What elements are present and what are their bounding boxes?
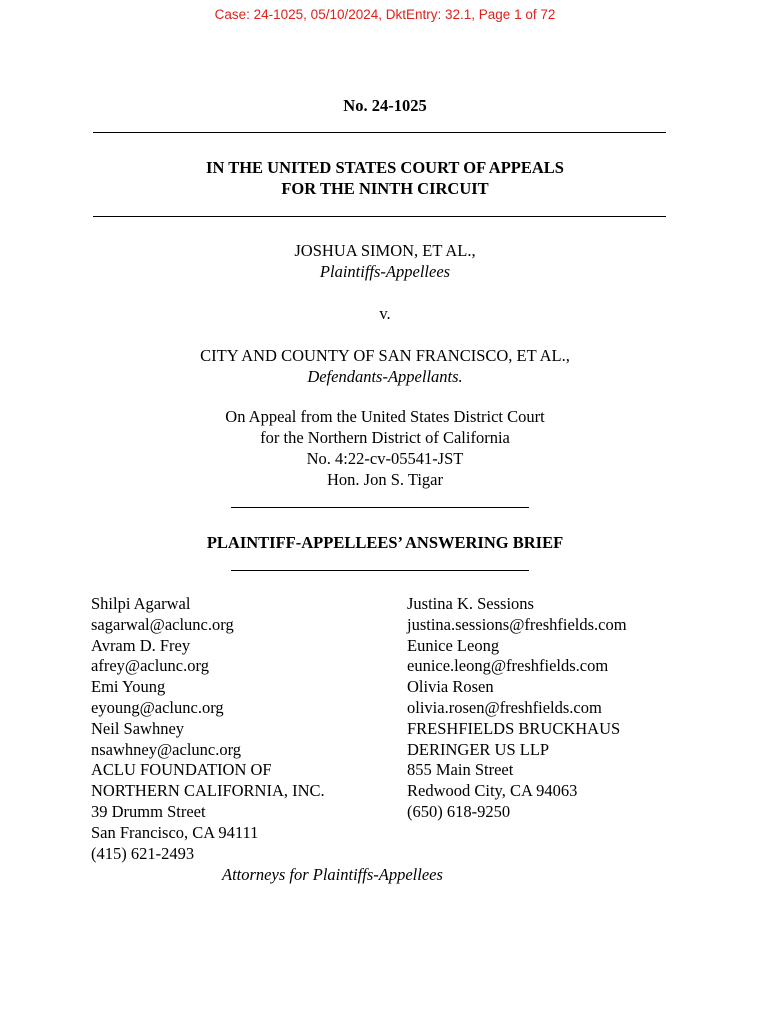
court-name-line1: IN THE UNITED STATES COURT OF APPEALS <box>206 158 564 177</box>
list-item: Eunice Leong <box>407 635 500 655</box>
plaintiffs-name: JOSHUA SIMON, ET AL., <box>294 241 476 260</box>
divider-top <box>93 132 666 133</box>
list-item: Neil Sawhney <box>91 718 185 738</box>
right-counsel-block <box>407 594 627 823</box>
list-item: afrey@aclunc.org <box>91 656 209 676</box>
divider-middle <box>93 216 666 217</box>
list-item: FRESHFIELDS BRUCKHAUS <box>407 718 621 738</box>
list-item: justina.sessions@freshfields.com <box>407 614 627 634</box>
brief-title: PLAINTIFF-APPELLEES’ ANSWERING BRIEF <box>206 533 564 552</box>
list-item: Olivia Rosen <box>407 677 494 697</box>
left-counsel-block <box>91 594 325 864</box>
list-item: sagarwal@aclunc.org <box>91 614 234 634</box>
list-item: Avram D. Frey <box>91 635 191 655</box>
defendants-name: CITY AND COUNTY OF SAN FRANCISCO, ET AL., <box>200 346 570 365</box>
list-item: Justina K. Sessions <box>407 594 534 613</box>
appeal-line-2: for the Northern District of California <box>260 428 510 447</box>
appeal-line-4: Hon. Jon S. Tigar <box>327 470 443 489</box>
list-item: San Francisco, CA 94111 <box>91 822 259 842</box>
list-item: olivia.rosen@freshfields.com <box>407 697 602 717</box>
list-item: DERINGER US LLP <box>407 739 550 759</box>
divider-short-1 <box>231 507 529 508</box>
list-item: (415) 621-2493 <box>91 843 195 863</box>
appeal-line-1: On Appeal from the United States District Court <box>225 407 545 426</box>
attorneys-for: Attorneys for Plaintiffs-Appellees <box>222 865 443 884</box>
list-item: Shilpi Agarwal <box>91 594 191 613</box>
list-item: eunice.leong@freshfields.com <box>407 656 609 676</box>
list-item: Emi Young <box>91 677 166 697</box>
list-item: 39 Drumm Street <box>91 801 206 821</box>
defendants-role: Defendants-Appellants. <box>307 367 463 386</box>
list-item: 855 Main Street <box>407 760 514 780</box>
list-item: NORTHERN CALIFORNIA, INC. <box>91 781 325 801</box>
appeal-line-3: No. 4:22-cv-05541-JST <box>306 449 464 468</box>
list-item: eyoung@aclunc.org <box>91 697 224 717</box>
list-item: ACLU FOUNDATION OF <box>91 760 272 780</box>
plaintiffs-role: Plaintiffs-Appellees <box>319 262 451 281</box>
list-item: (650) 618-9250 <box>407 801 511 821</box>
docket-header: Case: 24-1025, 05/10/2024, DktEntry: 32.1, Page 1 of 72 <box>214 7 556 22</box>
divider-short-2 <box>231 570 529 571</box>
court-name-line2: FOR THE NINTH CIRCUIT <box>281 179 489 198</box>
versus: v. <box>379 304 391 323</box>
list-item: nsawhney@aclunc.org <box>91 739 242 759</box>
list-item: Redwood City, CA 94063 <box>407 781 578 801</box>
case-number: No. 24-1025 <box>343 96 427 115</box>
